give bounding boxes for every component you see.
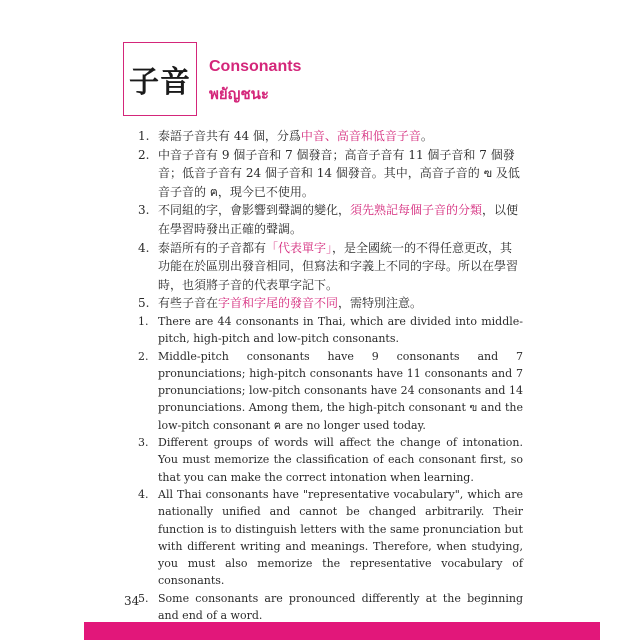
chinese-note-highlight: 「代表單字」 (266, 240, 333, 255)
english-note-item (138, 348, 523, 434)
chinese-note-highlight: 字首和字尾的發音不同 (218, 296, 339, 311)
chinese-note-number: 2. (138, 147, 150, 162)
chinese-note-text: ，是全國統一的不得任意更改，其功能在於區別出發音相同，但寫法和字義上不同的字母。所以在學習時，也須將子音的代表單字記下。 (158, 240, 519, 292)
english-note-item (138, 590, 523, 625)
english-note-text: Middle-pitch consonants have 9 consonants and 7 pronunciations; high-pitch consonants have 11 consonants and 7 pronunciations; low-pitch consonants have 24 consonants and 14 pronunciations. Among them, the high-pitch consonant ฃ and the low-pitch consonant ฅ are no longer used today. (158, 349, 523, 432)
chinese-notes-list (138, 127, 523, 313)
chinese-note-text: 泰語所有的子音都有 (158, 240, 267, 255)
english-note-number: 1. (138, 315, 149, 328)
title-box (123, 42, 197, 116)
chinese-note-text: 中音子音有 9 個子音和 7 個發音；高音子音有 11 個子音和 7 個發音；低音子音有 24 個子音和 14 個發音。其中，高音子音的 ฃ 及低音子音的 ฅ，現今已不使用。 (158, 147, 520, 199)
chinese-note-item (138, 294, 523, 313)
english-note-number: 3. (138, 436, 149, 450)
chinese-note-text: 有些子音在 (158, 296, 219, 311)
english-note-item (138, 434, 523, 486)
title-english: Consonants (209, 58, 302, 75)
chinese-note-item (138, 201, 523, 238)
english-notes-list (138, 313, 523, 624)
chinese-note-text: ，以便在學習時發出正確的聲調。 (158, 203, 519, 236)
english-note-item (138, 486, 523, 590)
page-number: 34 (124, 594, 140, 608)
english-note-text: There are 44 consonants in Thai, which are divided into middle-pitch, high-pitch and low-pitch consonants. (158, 315, 523, 346)
english-note-number: 4. (138, 487, 149, 501)
chinese-note-number: 4. (138, 240, 150, 255)
english-note-number: 5. (138, 591, 149, 605)
chinese-note-item (138, 146, 523, 202)
chinese-note-number: 3. (138, 203, 150, 218)
chinese-note-highlight: 中音、高音和低音子音 (300, 129, 421, 143)
chinese-note-number: 1. (138, 129, 150, 143)
chinese-note-text: 。 (420, 129, 433, 143)
chinese-note-text: 不同組的字，會影響到聲調的變化， (158, 203, 351, 218)
chinese-note-item (138, 127, 523, 146)
english-note-number: 2. (138, 349, 149, 363)
chinese-note-text: ，需特別注意。 (338, 296, 423, 311)
english-note-item (138, 313, 523, 348)
chinese-note-item (138, 239, 523, 295)
chinese-note-number: 5. (138, 296, 150, 311)
english-note-text: All Thai consonants have "representative vocabulary", which are nationally unified and cannot be changed arbitrarily. Their function is to distinguish letters with the same pronunciation but with different writing and meanings. Therefore, when studying, you must also memorize the representative vocabulary of consonants. (158, 487, 523, 588)
title-thai: พยัญชนะ (209, 85, 269, 103)
bottom-accent-bar (84, 622, 600, 640)
chinese-note-text: 泰語子音共有 44 個，分爲 (158, 129, 301, 143)
chinese-note-highlight: 須先熟記每個子音的分類 (350, 203, 483, 218)
english-note-text: Different groups of words will affect the change of intonation. You must memorize the classification of each consonant first, so that you can make the correct intonation when learning. (158, 436, 523, 484)
english-note-text: Some consonants are pronounced differently at the beginning and end of a word. (158, 591, 523, 623)
title-chinese: 子音 (129, 65, 191, 100)
